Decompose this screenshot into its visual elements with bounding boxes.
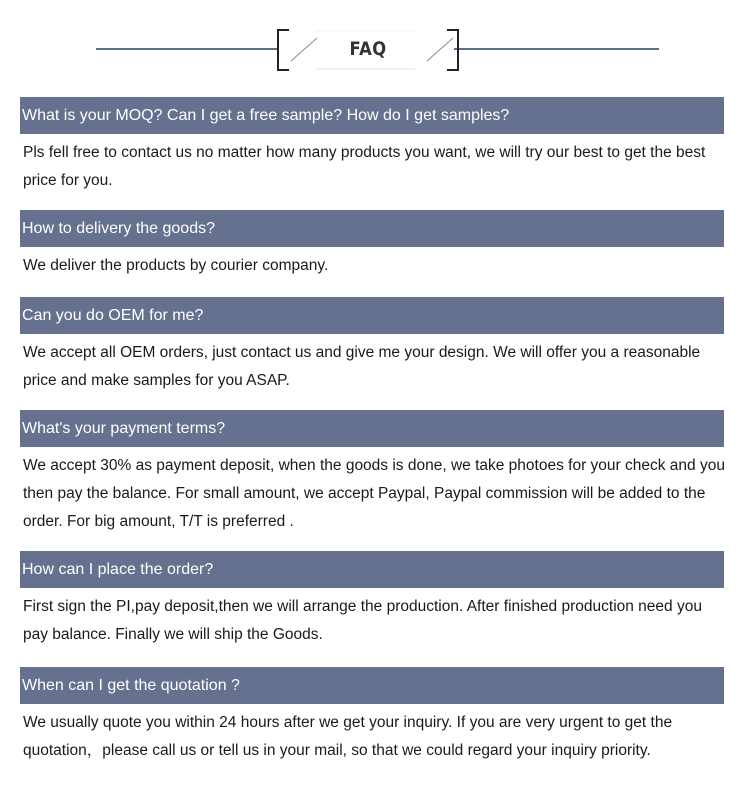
faq-item-place-order: [20, 551, 724, 649]
faq-question: Can you do OEM for me?: [20, 297, 724, 334]
faq-question: What is your MOQ? Can I get a free sample? How do I get samples?: [20, 97, 724, 134]
faq-answer: We usually quote you within 24 hours after we get your inquiry. If you are very urgent to get the quotation，please call us or tell us in your mail, so that we could regard your inquiry priority.: [23, 714, 673, 759]
faq-answer: We accept 30% as payment deposit, when the goods is done, we take photoes for your check and you then pay the balance. For small amount, we accept Paypal, Paypal commission will be added to the order. For big amount, T/T is preferred .: [23, 457, 725, 530]
faq-item-moq: [20, 97, 724, 195]
faq-header: [0, 0, 750, 80]
header-divider-right: [454, 48, 659, 50]
header-title-frame: [277, 29, 459, 71]
header-divider-left: [96, 48, 278, 50]
faq-question: How to delivery the goods?: [20, 210, 724, 247]
page-title: FAQ: [349, 38, 387, 60]
faq-item-quotation: [20, 667, 724, 765]
faq-answer: Pls fell free to contact us no matter how many products you want, we will try our best to get the best price for you.: [23, 144, 706, 189]
faq-answer: First sign the PI,pay deposit,then we will arrange the production. After finished production need you pay balance. Finally we will ship the Goods.: [23, 598, 702, 643]
faq-answer: We deliver the products by courier company.: [23, 257, 329, 274]
faq-question: When can I get the quotation ?: [20, 667, 724, 704]
faq-answer: We accept all OEM orders, just contact us and give me your design. We will offer you a reasonable price and make samples for you ASAP.: [23, 344, 701, 389]
faq-question: What's your payment terms?: [20, 410, 724, 447]
faq-item-payment-terms: [20, 410, 724, 536]
faq-question: How can I place the order?: [20, 551, 724, 588]
faq-item-oem: [20, 297, 724, 395]
faq-item-delivery: [20, 210, 724, 280]
